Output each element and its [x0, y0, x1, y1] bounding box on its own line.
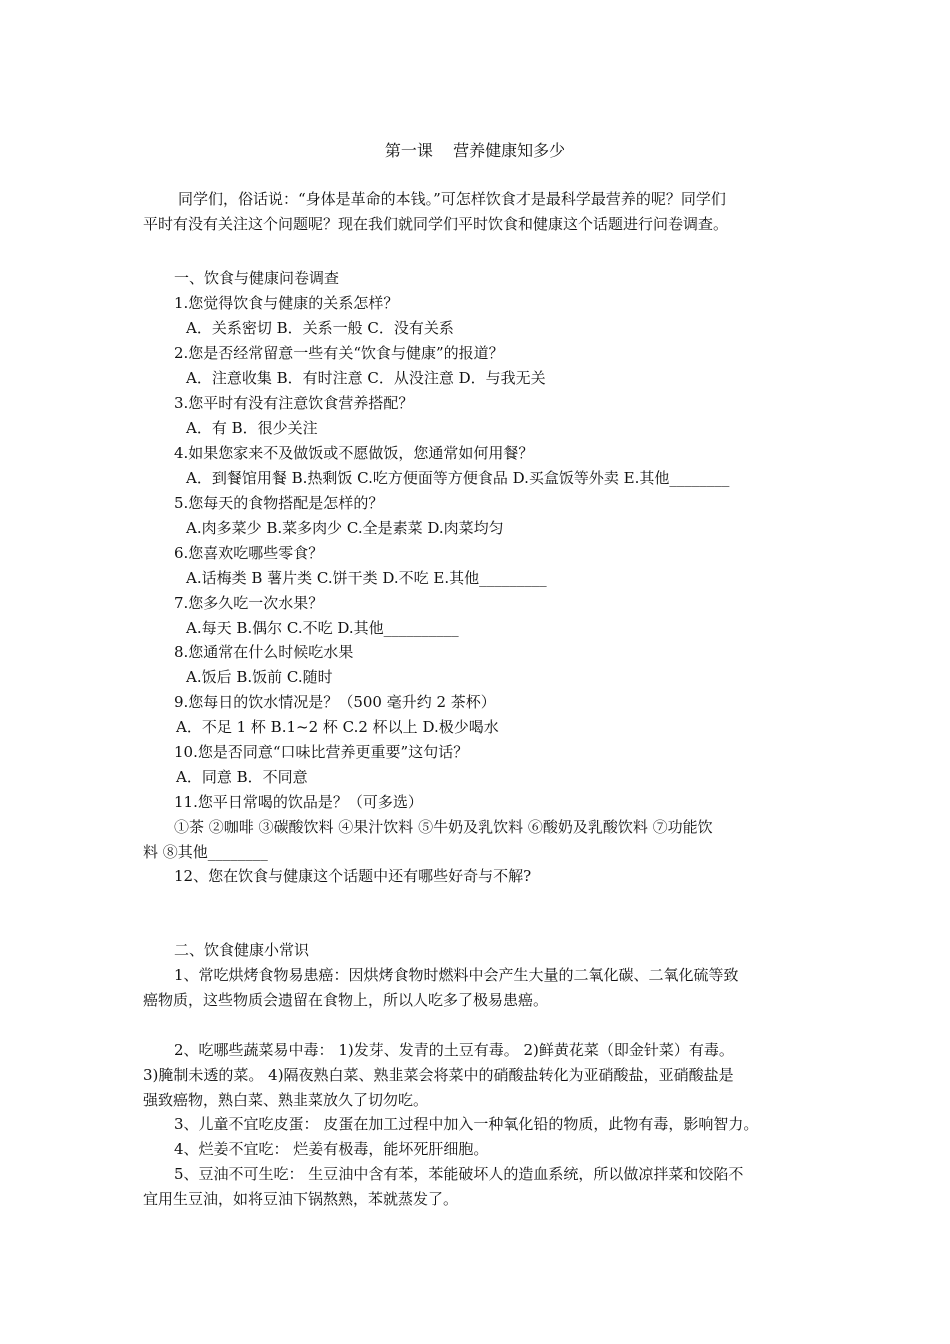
question-text: 3.您平时有没有注意饮食营养搭配？ — [174, 394, 414, 412]
question-text: 4.如果您家来不及做饭或不愿做饭，您通常如何用餐？ — [174, 444, 534, 462]
question-options: A．关系密切 B．关系一般 C．没有关系 — [186, 319, 454, 337]
question-options: A.每天 B.偶尔 C.不吃 D.其他__________ — [186, 619, 459, 637]
section-heading: 二、饮食健康小常识 — [174, 941, 310, 959]
question-text: 11.您平日常喝的饮品是？（可多选） — [174, 793, 423, 811]
question-options: A.饭后 B.饭前 C.随时 — [186, 668, 333, 686]
question-options: A.话梅类 B 薯片类 C.饼干类 D.不吃 E.其他_________ — [186, 569, 547, 587]
question-text: 1.您觉得饮食与健康的关系怎样？ — [174, 294, 399, 312]
tip-line: 1、常吃烘烤食物易患癌：因烘烤食物时燃料中会产生大量的二氧化碳、二氧化硫等致 — [174, 966, 739, 984]
tip-line: 5、豆油不可生吃： 生豆油中含有苯，苯能破坏人的造血系统，所以做凉拌菜和饺陷不 — [174, 1165, 744, 1183]
question-text: 7.您多久吃一次水果？ — [174, 594, 324, 612]
tip-line: 3、儿童不宜吃皮蛋： 皮蛋在加工过程中加入一种氧化铅的物质，此物有毒，影响智力。 — [174, 1115, 759, 1133]
question-options: A．注意收集 B．有时注意 C．从没注意 D．与我无关 — [186, 369, 546, 387]
tip-line: 2、吃哪些蔬菜易中毒： 1)发芽、发青的土豆有毒。 2)鲜黄花菜（即金针菜）有毒。 — [174, 1041, 734, 1059]
tip-line: 3)腌制未透的菜。 4)隔夜熟白菜、熟韭菜会将菜中的硝酸盐转化为亚硝酸盐，亚硝酸盐是 — [143, 1066, 734, 1084]
question-options: A．到餐馆用餐 B.热剩饭 C.吃方便面等方便食品 D.买盒饭等外卖 E.其他________ — [186, 469, 730, 487]
tip-line: 强致癌物，熟白菜、熟韭菜放久了切勿吃。 — [143, 1091, 429, 1109]
intro-line: 同学们，俗话说：“身体是革命的本钱。”可怎样饮食才是最科学最营养的呢？同学们 — [178, 190, 726, 208]
question-text: 12、您在饮食与健康这个话题中还有哪些好奇与不解? — [174, 867, 532, 885]
question-text: 2.您是否经常留意一些有关“饮食与健康”的报道？ — [174, 344, 504, 362]
tip-line: 4、烂姜不宜吃： 烂姜有极毒，能坏死肝细胞。 — [174, 1140, 489, 1158]
question-text: 10.您是否同意“口味比营养更重要”这句话？ — [174, 743, 469, 761]
tip-line: 宜用生豆油，如将豆油下锅熬熟，苯就蒸发了。 — [143, 1190, 459, 1208]
question-text: 6.您喜欢吃哪些零食？ — [174, 544, 324, 562]
question-options: 料 ⑧其他________ — [143, 843, 268, 861]
question-options: A．有 B．很少关注 — [186, 419, 318, 437]
question-options: A．同意 B．不同意 — [176, 768, 308, 786]
tip-line: 癌物质，这些物质会遗留在食物上，所以人吃多了极易患癌。 — [143, 991, 549, 1009]
question-options: A.肉多菜少 B.菜多肉少 C.全是素菜 D.肉菜均匀 — [186, 519, 504, 537]
question-text: 5.您每天的食物搭配是怎样的？ — [174, 494, 384, 512]
page-title: 第一课 营养健康知多少 — [384, 141, 566, 160]
intro-line: 平时有没有关注这个问题呢？现在我们就同学们平时饮食和健康这个话题进行问卷调查。 — [143, 215, 729, 233]
question-options: A．不足 1 杯 B.1~2 杯 C.2 杯以上 D.极少喝水 — [176, 718, 499, 736]
question-text: 8.您通常在什么时候吃水果 — [174, 643, 354, 661]
question-text: 9.您每日的饮水情况是？（500 毫升约 2 茶杯） — [174, 693, 496, 711]
section-heading: 一、饮食与健康问卷调查 — [174, 269, 340, 287]
question-options: ①茶 ②咖啡 ③碳酸饮料 ④果汁饮料 ⑤牛奶及乳饮料 ⑥酸奶及乳酸饮料 ⑦功能饮 — [174, 818, 713, 836]
